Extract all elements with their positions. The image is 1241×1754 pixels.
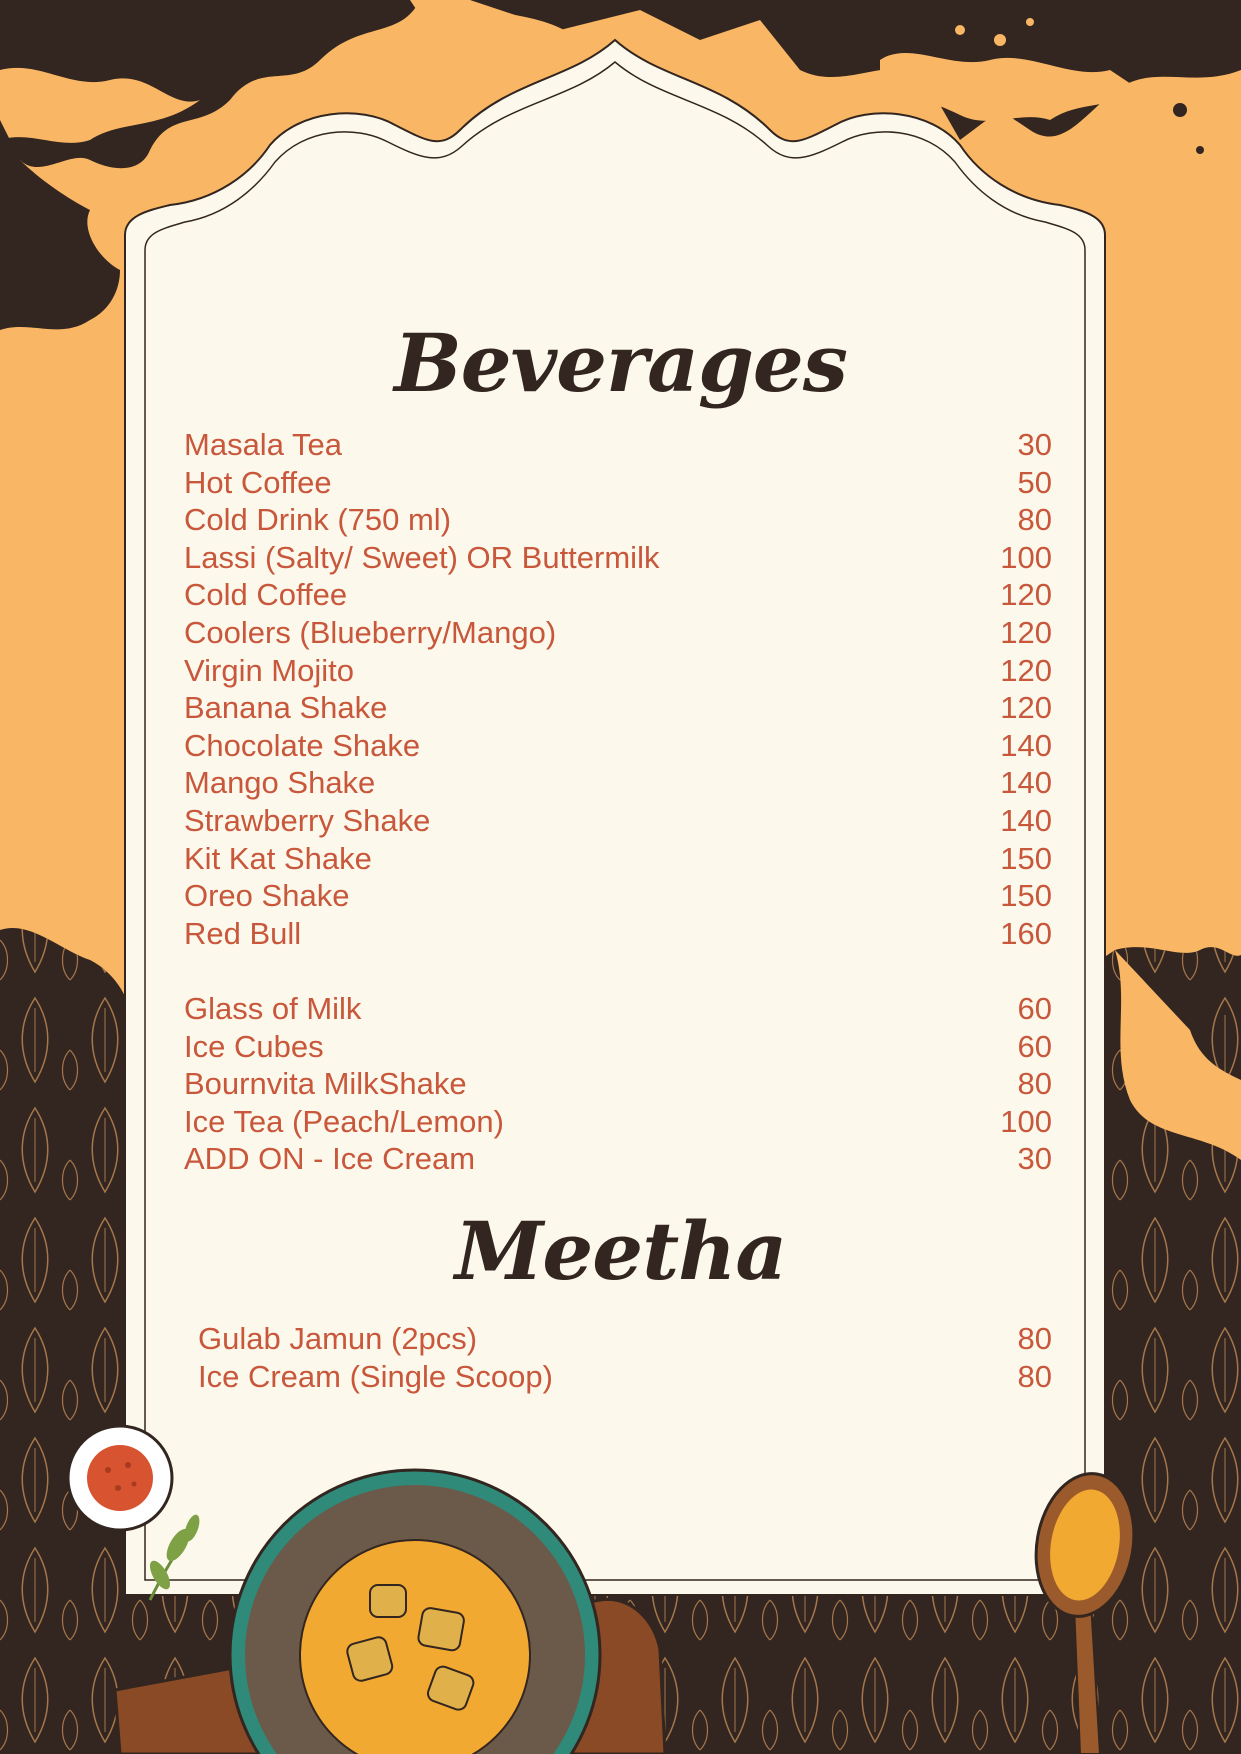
menu-item [184, 840, 1052, 878]
item-name: Glass of Milk [184, 990, 362, 1026]
section-title-meetha: Meetha [454, 1204, 787, 1298]
item-name: Cold Coffee [184, 577, 348, 613]
menu-item [184, 1140, 1052, 1178]
menu-item [184, 1028, 1052, 1066]
menu-item [184, 1065, 1052, 1103]
item-price: 150 [1000, 878, 1052, 914]
list-spacer [184, 952, 1052, 990]
item-name: Chocolate Shake [184, 727, 421, 763]
item-price: 140 [1000, 765, 1052, 801]
item-price: 60 [1017, 1028, 1052, 1064]
menu-item [184, 802, 1052, 840]
item-price: 150 [1000, 840, 1052, 876]
menu-item [184, 614, 1052, 652]
menu-item [184, 877, 1052, 915]
item-name: Ice Cubes [184, 1028, 324, 1064]
item-price: 80 [1017, 502, 1052, 538]
item-price: 80 [1017, 1066, 1052, 1102]
menu-item [184, 426, 1052, 464]
item-name: Strawberry Shake [184, 802, 431, 838]
item-name: Red Bull [184, 915, 302, 951]
menu-item [198, 1358, 1052, 1396]
item-price: 100 [1000, 539, 1052, 575]
item-name: Mango Shake [184, 765, 376, 801]
item-price: 120 [1000, 614, 1052, 650]
item-price: 120 [1000, 652, 1052, 688]
item-name: Gulab Jamun (2pcs) [198, 1321, 478, 1356]
menu-item [184, 727, 1052, 765]
item-name: Cold Drink (750 ml) [184, 502, 452, 538]
item-price: 60 [1017, 990, 1052, 1026]
item-price: 120 [1000, 577, 1052, 613]
item-price: 100 [1000, 1103, 1052, 1139]
menu-item [184, 464, 1052, 502]
item-price: 30 [1017, 1141, 1052, 1177]
item-price: 120 [1000, 690, 1052, 726]
item-name: Bournvita MilkShake [184, 1066, 467, 1102]
item-name: Banana Shake [184, 690, 388, 726]
item-name: Virgin Mojito [184, 652, 355, 688]
item-name: Ice Tea (Peach/Lemon) [184, 1103, 504, 1139]
menu-item [184, 576, 1052, 614]
menu-item [184, 990, 1052, 1028]
item-price: 140 [1000, 727, 1052, 763]
menu-item [184, 652, 1052, 690]
item-price: 140 [1000, 802, 1052, 838]
menu-item [184, 689, 1052, 727]
item-name: Oreo Shake [184, 878, 350, 914]
item-name: Ice Cream (Single Scoop) [198, 1358, 553, 1394]
item-price: 80 [1017, 1321, 1052, 1356]
meetha-list [198, 1320, 1052, 1395]
item-name: Kit Kat Shake [184, 840, 372, 876]
item-name: Hot Coffee [184, 464, 332, 500]
item-price: 30 [1017, 427, 1052, 462]
beverages-list [184, 426, 1052, 1178]
item-price: 160 [1000, 915, 1052, 951]
item-name: Lassi (Salty/ Sweet) OR Buttermilk [184, 539, 660, 575]
menu-item [184, 501, 1052, 539]
menu-item [184, 1103, 1052, 1141]
chutney-bowl-icon [68, 1426, 172, 1530]
menu-item [184, 539, 1052, 577]
menu-item [198, 1320, 1052, 1358]
item-name: Masala Tea [184, 427, 342, 462]
menu-item [184, 915, 1052, 953]
item-name: ADD ON - Ice Cream [184, 1141, 476, 1177]
menu-item [184, 764, 1052, 802]
item-name: Coolers (Blueberry/Mango) [184, 614, 557, 650]
item-price: 50 [1017, 464, 1052, 500]
section-title-beverages: Beverages [394, 316, 847, 410]
item-price: 80 [1017, 1358, 1052, 1394]
